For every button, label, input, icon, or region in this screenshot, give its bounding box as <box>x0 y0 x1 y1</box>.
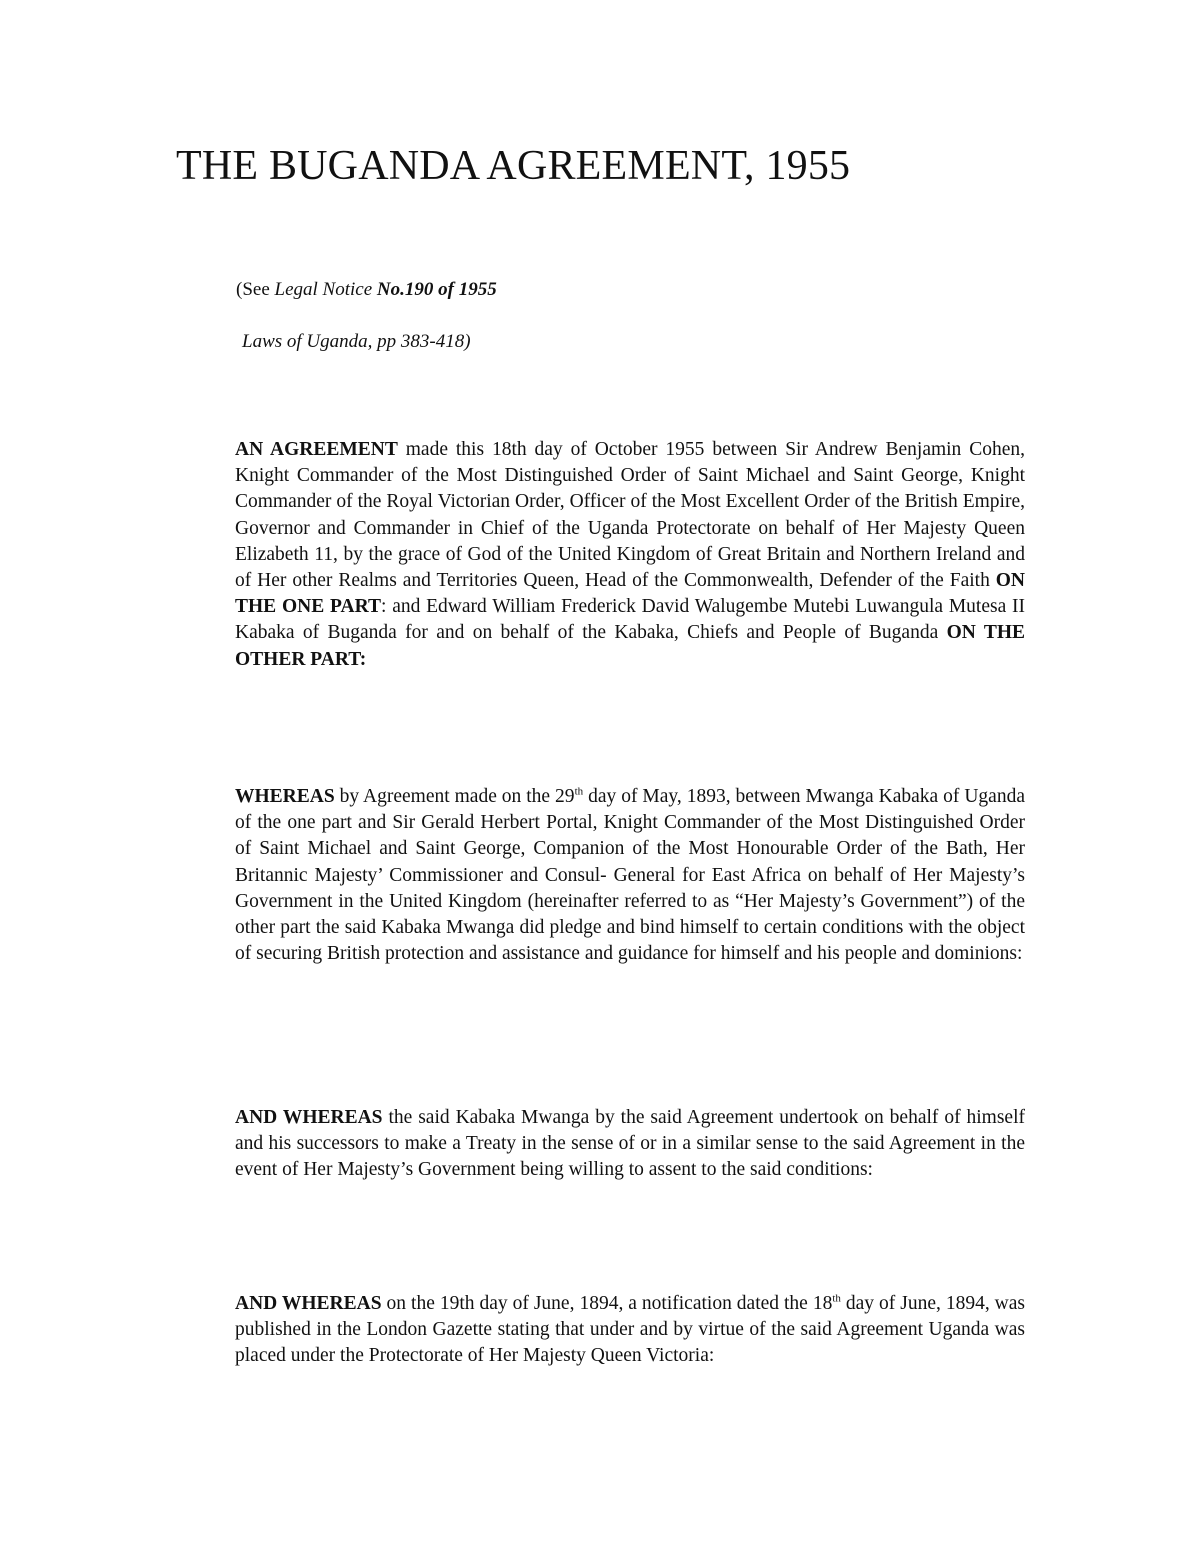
paragraph-lead: AND WHEREAS <box>235 1293 382 1314</box>
reference-line-1 <box>236 279 497 301</box>
paragraph-bold-phrase: ON THE ONE PART <box>235 570 1025 618</box>
reference-legal-notice: Legal Notice <box>274 279 373 300</box>
paragraph-whereas-3 <box>235 1291 1025 1370</box>
paragraph-whereas-2 <box>235 1105 1025 1184</box>
paragraph-whereas-1 <box>235 784 1025 967</box>
paragraph-text: day of May, 1893, between Mwanga Kabaka of Uganda of the one part and Sir Gerald Herbert Portal, Knight Commander of the Most Distinguished Order of Saint Michael and Saint George, Companion of the Most Honourable Order of the Bath, Her Britannic Majesty’ Commissioner and Consul- General for East Africa on behalf of Her Majesty’s Government in the United Kingdom (hereinafter referred to as “Her Majesty’s Government”) of the other part the said Kabaka Mwanga did pledge and bind himself to certain conditions with the object of securing British protection and assistance and guidance for himself and his people and dominions: <box>235 786 1025 965</box>
paragraph-lead: AN AGREEMENT <box>235 439 398 460</box>
paragraph-text: on the 19th day of June, 1894, a notification dated the 18 <box>381 1293 833 1314</box>
paragraph-text: made this 18th day of October 1955 between Sir Andrew Benjamin Cohen, Knight Commander of the Most Distinguished Order of Saint Michael and Saint George, Knight Commander of the Royal Victorian Order, Officer of the Most Excellent Order of the British Empire, Governor and Commander in Chief of the Uganda Protectorate on behalf of Her Majesty Queen Elizabeth 11, by the grace of God of the United Kingdom of Great Britain and Northern Ireland and of Her other Realms and Territories Queen, Head of the Commonwealth, Defender of the Faith <box>235 439 1025 592</box>
reference-open: (See <box>236 279 275 300</box>
document-title: THE BUGANDA AGREEMENT, 1955 <box>176 143 851 189</box>
paragraph-lead: AND WHEREAS <box>235 1107 383 1128</box>
reference-line-2 <box>242 331 471 353</box>
paragraph-agreement <box>235 437 1025 673</box>
paragraph-lead: WHEREAS <box>235 786 335 807</box>
ordinal-suffix: th <box>832 1292 841 1305</box>
reference-notice-number: No.190 of 1955 <box>372 279 497 300</box>
paragraph-bold-phrase: ON THE OTHER PART: <box>235 622 1025 670</box>
paragraph-text: day of June, 1894, was published in the London Gazette stating that under and by virtue of the said Agreement Uganda was placed under the Protectorate of Her Majesty Queen Victoria: <box>235 1293 1026 1367</box>
reference-laws: Laws of Uganda, pp 383-418) <box>242 331 471 352</box>
paragraph-text: by Agreement made on the 29 <box>334 786 575 807</box>
ordinal-suffix: th <box>574 785 584 798</box>
paragraph-text: the said Kabaka Mwanga by the said Agreement undertook on behalf of himself and his successors to make a Treaty in the sense of or in a similar sense to the said Agreement in the event of Her Majesty’s Government being willing to assent to the said conditions: <box>235 1107 1025 1181</box>
paragraph-text: : and Edward William Frederick David Walugembe Mutebi Luwangula Mutesa II Kabaka of Buganda for and on behalf of the Kabaka, Chiefs and People of Buganda <box>235 596 1025 644</box>
